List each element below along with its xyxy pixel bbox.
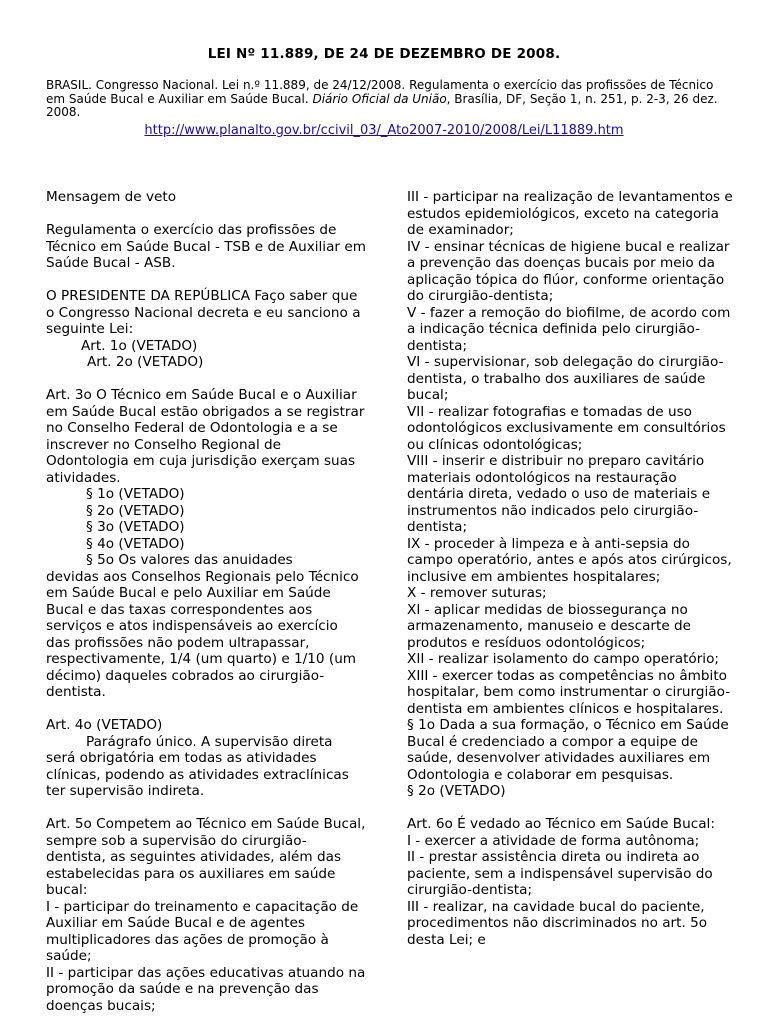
article-5-item-13: XIII - exercer todas as competências no âmbito hospitalar, bem como instrumentar o cirurgião-dentista em ambientes clínicos e hospitalares. (407, 667, 731, 717)
article-5-item-4: IV - ensinar técnicas de higiene bucal e realizar a prevenção das doenças bucais por meio da aplicação tópica do flúor, conforme orientação do cirurgião-dentista; (407, 238, 730, 304)
article-4-sole-par-start: Parágrafo único. A supervisão direta (86, 733, 333, 750)
article-5-item-5: V - fazer a remoção do biofilme, de acordo com a indicação técnica definida pelo cirurgião-dentista; (407, 304, 731, 354)
article-5-item-1: I - participar do treinamento e capacitação de Auxiliar em Saúde Bucal e de agentes multiplicadores das ações de promoção à saúde; (46, 898, 359, 964)
article-5-par-1: § 1o Dada a sua formação, o Técnico em Saúde Bucal é credenciado a compor a equipe de saúde, desenvolver atividades auxiliares em Odontologia e colaborar em pesquisas. (407, 717, 729, 783)
article-6-item-3: III - realizar, na cavidade bucal do paciente, procedimentos não discriminados no art. 5o desta Lei; e (407, 898, 708, 948)
veto-message: Mensagem de veto (46, 189, 177, 205)
article-5-item-3: III - participar na realização de levantamentos e estudos epidemiológicos, exceto na categoria de examinador; (407, 189, 733, 238)
article-5-item-12: XII - realizar isolamento do campo operatório; (407, 651, 719, 667)
article-5-item-7: VII - realizar fotografias e tomadas de uso odontológicos exclusivamente em consultórios ou clínicas odontológicas; (407, 403, 726, 453)
citation-details: , Brasília, DF, Seção 1, n. 251, p. 2-3, 26 dez. 2008. (46, 91, 718, 119)
article-5: Art. 5o Competem ao Técnico em Saúde Bucal, sempre sob a supervisão do cirurgião-dentista, as seguintes atividades, além das estabelecidas para os auxiliares em saúde bucal: (46, 816, 366, 898)
article-3-par-5-start: § 5o Os valores das anuidades (86, 552, 293, 568)
article-5-item-6: VI - supervisionar, sob delegação do cirurgião-dentista, o trabalho dos auxiliares de saúde bucal; (407, 354, 724, 403)
article-3-par-3: § 3o (VETADO) (86, 519, 185, 535)
article-5-par-2: § 2o (VETADO) (407, 783, 506, 799)
law-title: LEI Nº 11.889, DE 24 DE DEZEMBRO DE 2008. (207, 46, 561, 62)
article-2: Art. 2o (VETADO) (87, 354, 204, 370)
article-5-item-2: II - participar das ações educativas atuando na promoção da saúde e na prevenção das doenças bucais; (46, 964, 366, 1014)
article-6-item-2: II - prestar assistência direta ou indireta ao paciente, sem a indispensável supervisão do cirurgião-dentista; (407, 849, 713, 898)
article-3-par-5-rest: devidas aos Conselhos Regionais pelo Técnico em Saúde Bucal e pelo Auxiliar em Saúde Bucal e das taxas correspondentes aos serviços e atos indispensáveis ao exercício das profissões não podem ultrapassar, respectivamente, 1/4 (um quarto) e 1/10 (um décimo) daqueles cobrados ao cirurgião-dentista. (46, 568, 359, 700)
article-4: Art. 4o (VETADO) (46, 717, 163, 733)
summary-paragraph: Regulamenta o exercício das profissões de Técnico em Saúde Bucal - TSB e de Auxiliar em Saúde Bucal - ASB. (46, 222, 366, 271)
article-4-sole-par-rest: será obrigatória em todas as atividades clínicas, podendo as atividades extraclínicas ter supervisão indireta. (46, 750, 349, 799)
citation-journal: Diário Oficial da União (312, 91, 447, 106)
article-5-item-9: IX - proceder à limpeza e à anti-sepsia do campo operatório, antes e após atos cirúrgicos, inclusive em ambientes hospitalares; (407, 535, 732, 585)
article-3-par-2: § 2o (VETADO) (86, 502, 185, 519)
article-1: Art. 1o (VETADO) (81, 337, 198, 354)
article-5-item-8: VIII - inserir e distribuir no preparo cavitário materiais odontológicos na restauração dentária direta, vedado o uso de materiais e instrumentos não indicados pelo cirurgião-dentista; (407, 453, 711, 535)
article-3-par-4: § 4o (VETADO) (86, 535, 185, 552)
article-5-item-10: X - remover suturas; (407, 585, 547, 601)
article-6-item-1: I - exercer a atividade de forma autônoma; (407, 832, 700, 849)
article-6: Art. 6o É vedado ao Técnico em Saúde Bucal: (407, 816, 715, 832)
article-3: Art. 3o O Técnico em Saúde Bucal e o Auxiliar em Saúde Bucal estão obrigados a se registrar no Conselho Federal de Odontologia e a se inscrever no Conselho Regional de Odontologia em cuja jurisdição exerçam suas atividades. (46, 387, 365, 486)
citation (46, 79, 736, 120)
right-column (407, 189, 737, 948)
article-5-item-11: XI - aplicar medidas de biossegurança no armazenamento, manuseio e descarte de produtos e resíduos odontológicos; (407, 601, 692, 651)
article-3-par-1: § 1o (VETADO) (86, 486, 185, 502)
preamble-paragraph: O PRESIDENTE DA REPÚBLICA Faço saber que o Congresso Nacional decreta e eu sanciono a seguinte Lei: (46, 288, 361, 337)
citation-text: BRASIL. Congresso Nacional. Lei n.º 11.889, de 24/12/2008. Regulamenta o exercício das profissões de Técnico em Saúde Bucal e Auxiliar em Saúde Bucal. (46, 78, 714, 106)
left-column (46, 189, 366, 1014)
source-link[interactable]: http://www.planalto.gov.br/ccivil_03/_Ato2007-2010/2008/Lei/L11889.htm (144, 123, 624, 138)
